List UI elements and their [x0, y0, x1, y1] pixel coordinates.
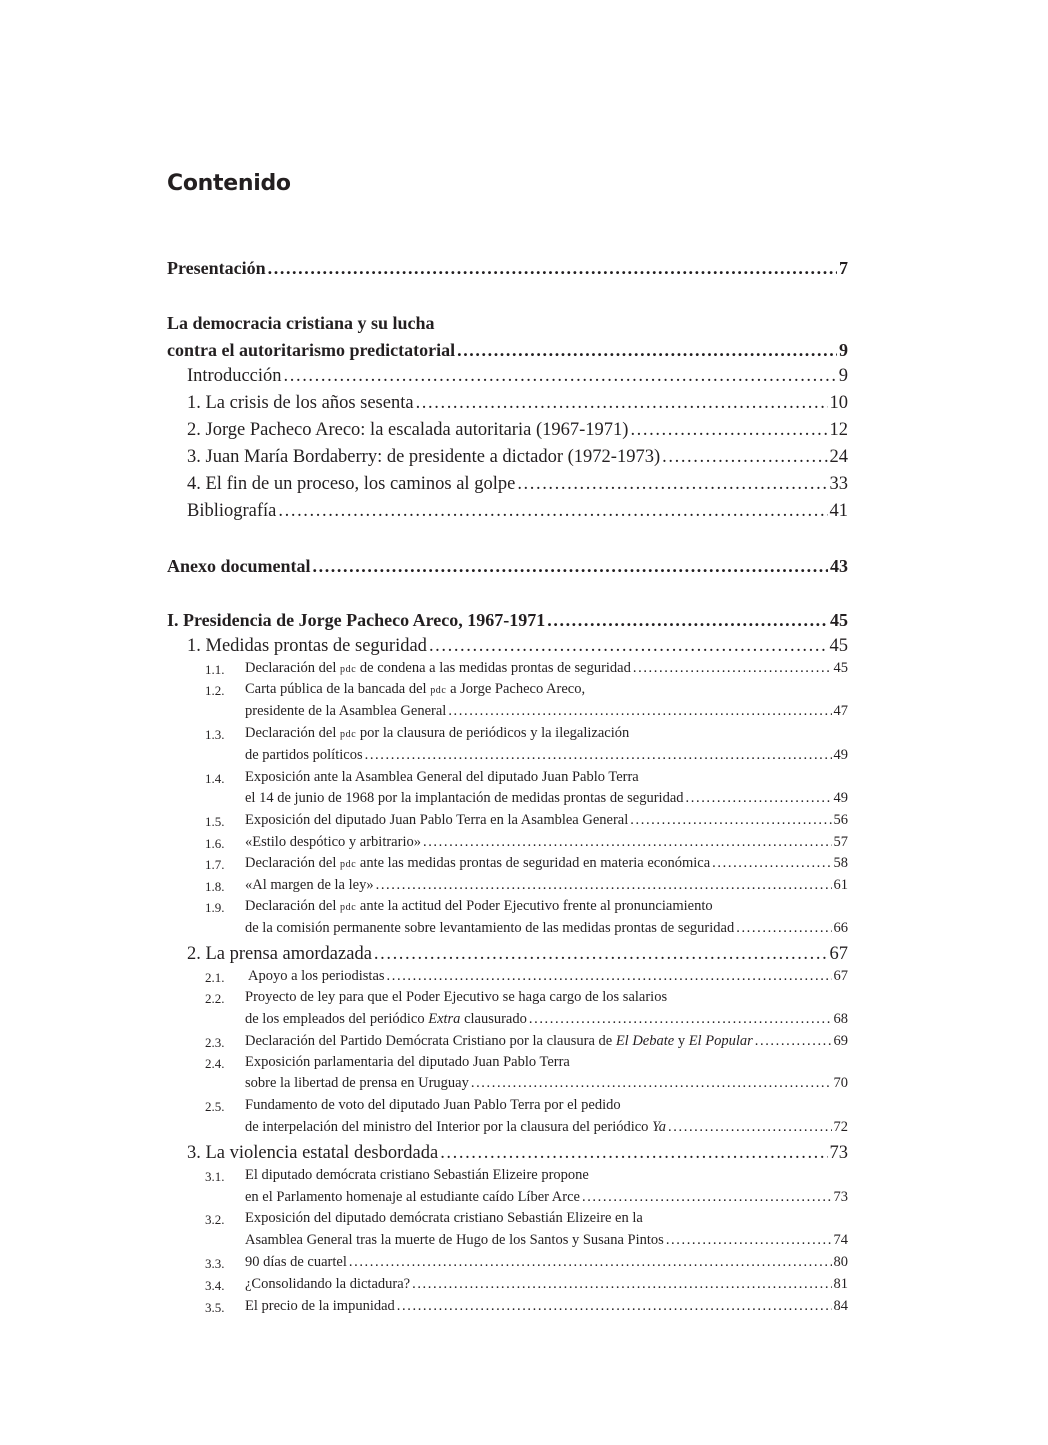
dot-leader — [547, 610, 828, 631]
toc-entry-bordaberry — [187, 447, 848, 468]
toc-entry-number: 3.2. — [205, 1212, 225, 1227]
toc-entry-title: 1. Medidas prontas de seguridad — [187, 636, 427, 656]
toc-entry-number: 1.6. — [205, 836, 225, 851]
toc-entry-page: 12 — [829, 420, 848, 440]
toc-entry-presentacion — [167, 258, 848, 279]
toc-entry-page: 47 — [833, 703, 848, 719]
toc-entry-page: 68 — [833, 1011, 848, 1027]
toc-entry-number: 2.2. — [205, 991, 225, 1006]
toc-entry-title: 3. Juan María Bordaberry: de presidente a dictador (1972-1973) — [187, 447, 661, 467]
toc-entry-title: 3. La violencia estatal desbordada — [187, 1143, 439, 1163]
dot-leader — [268, 258, 837, 279]
toc-entry-number: 1.5. — [205, 814, 225, 829]
toc-entry-title: de los empleados del periódico Extra clausurado — [245, 1011, 527, 1027]
dot-leader — [630, 420, 827, 441]
dot-leader — [416, 393, 828, 414]
toc-entry-pacheco — [187, 420, 848, 441]
dot-leader — [686, 790, 832, 807]
toc-entry-title: Exposición del diputado Juan Pablo Terra en la Asamblea General — [245, 812, 629, 828]
toc-entry-number: 3.3. — [205, 1256, 225, 1271]
toc-entry-title: Apoyo a los periodistas — [248, 968, 385, 984]
toc-chapter-2 — [187, 944, 848, 965]
dot-leader — [666, 1232, 832, 1249]
toc-entry-page: 80 — [833, 1254, 848, 1270]
toc-entry-page: 70 — [833, 1075, 848, 1091]
toc-entry-title: de la comisión permanente sobre levantamiento de las medidas prontas de seguridad — [245, 920, 735, 936]
dot-leader — [633, 660, 832, 677]
toc-entry-page: 49 — [833, 747, 848, 763]
toc-entry-2-1 — [248, 968, 848, 985]
dot-leader — [457, 340, 837, 361]
dot-leader — [397, 1298, 832, 1315]
toc-entry-number: 2.3. — [205, 1035, 225, 1050]
toc-entry-number: 3.5. — [205, 1300, 225, 1315]
toc-entry-number: 3.4. — [205, 1278, 225, 1293]
toc-entry-number: 1.4. — [205, 771, 225, 786]
toc-entry-1-8 — [245, 877, 848, 894]
toc-entry-1-3 — [245, 747, 848, 764]
toc-entry-1-5 — [245, 812, 848, 829]
toc-entry-introduccion — [187, 366, 848, 387]
toc-entry-page: 61 — [833, 877, 848, 893]
dot-leader — [284, 366, 837, 387]
toc-entry-title: contra el autoritarismo predictatorial — [167, 340, 456, 360]
toc-entry-page: 72 — [833, 1119, 848, 1135]
toc-entry-number: 1.8. — [205, 879, 225, 894]
dot-leader — [736, 920, 831, 937]
toc-entry-title: 1. La crisis de los años sesenta — [187, 393, 414, 413]
toc-entry-3-1 — [245, 1189, 848, 1206]
dot-leader — [429, 636, 828, 657]
pdc-abbrev: pdc — [340, 664, 357, 675]
toc-entry-1-9 — [245, 920, 848, 937]
toc-entry-title: Bibliografía — [187, 501, 277, 521]
toc-entry-title: ¿Consolidando la dictadura? — [245, 1276, 411, 1292]
pdc-abbrev: pdc — [430, 685, 447, 696]
toc-entry-number: 1.3. — [205, 727, 225, 742]
toc-entry-1-4 — [245, 790, 848, 807]
toc-entry-1-3-line1: Declaración del pdc por la clausura de periódicos y la ilegalización — [245, 725, 630, 741]
toc-entry-3-3 — [245, 1254, 848, 1271]
toc-entry-page: 73 — [829, 1143, 848, 1163]
toc-entry-page: 67 — [833, 968, 848, 984]
toc-entry-title: Anexo documental — [167, 556, 311, 576]
toc-entry-title: Declaración del Partido Demócrata Cristiano por la clausura de El Debate y El Popular — [245, 1033, 753, 1049]
toc-entry-page: 66 — [833, 920, 848, 936]
toc-entry-title: el 14 de junio de 1968 por la implantación de medidas prontas de seguridad — [245, 790, 684, 806]
toc-entry-page: 33 — [829, 474, 848, 494]
dot-leader — [440, 1143, 827, 1164]
toc-entry-2-4 — [245, 1075, 848, 1092]
toc-entry-title: «Al margen de la ley» — [245, 877, 374, 893]
toc-entry-title: Asamblea General tras la muerte de Hugo de los Santos y Susana Pintos — [245, 1232, 664, 1248]
toc-entry-page: 24 — [829, 447, 848, 467]
toc-entry-fin-proceso — [187, 474, 848, 495]
toc-entry-page: 81 — [833, 1276, 848, 1292]
toc-entry-page: 67 — [829, 944, 848, 964]
dot-leader — [313, 556, 829, 577]
toc-entry-1-2 — [245, 703, 848, 720]
toc-entry-page: 9 — [839, 340, 848, 360]
toc-entry-3-2 — [245, 1232, 848, 1249]
toc-entry-page: 58 — [833, 855, 848, 871]
toc-entry-page: 45 — [829, 636, 848, 656]
toc-entry-1-9-line1: Declaración del pdc ante la actitud del Poder Ejecutivo frente al pronunciamiento — [245, 898, 713, 914]
toc-entry-page: 56 — [833, 812, 848, 828]
toc-entry-number: 1.7. — [205, 857, 225, 872]
toc-entry-number: 1.9. — [205, 900, 225, 915]
toc-entry-number: 1.2. — [205, 683, 225, 698]
toc-entry-part1 — [167, 340, 848, 361]
dot-leader — [630, 812, 831, 829]
toc-entry-1-2-line1: Carta pública de la bancada del pdc a Jorge Pacheco Areco, — [245, 681, 586, 697]
toc-entry-section-i — [167, 610, 848, 631]
toc-chapter-3 — [187, 1143, 848, 1164]
toc-entry-3-1-line1: El diputado demócrata cristiano Sebastián Elizeire propone — [245, 1167, 589, 1183]
toc-entry-bibliografia — [187, 501, 848, 522]
dot-leader — [376, 877, 832, 894]
toc-entry-page: 41 — [829, 501, 848, 521]
dot-leader — [423, 834, 832, 851]
toc-entry-3-2-line1: Exposición del diputado demócrata cristiano Sebastián Elizeire en la — [245, 1210, 643, 1226]
dot-leader — [448, 703, 831, 720]
dot-leader — [365, 747, 832, 764]
toc-entry-number: 1.1. — [205, 662, 225, 677]
toc-entry-2-5 — [245, 1119, 848, 1136]
toc-entry-page: 45 — [833, 660, 848, 676]
dot-leader — [662, 447, 827, 468]
toc-entry-page: 7 — [839, 258, 848, 278]
dot-leader — [349, 1254, 832, 1271]
toc-entry-title: de interpelación del ministro del Interior por la clausura del periódico Ya — [245, 1119, 667, 1135]
toc-entry-2-3 — [245, 1033, 848, 1050]
toc-entry-anexo — [167, 556, 848, 577]
dot-leader — [412, 1276, 831, 1293]
dot-leader — [278, 501, 827, 522]
toc-entry-page: 84 — [833, 1298, 848, 1314]
toc-entry-title: 2. Jorge Pacheco Areco: la escalada autoritaria (1967-1971) — [187, 420, 629, 440]
toc-entry-page: 43 — [830, 556, 848, 576]
dot-leader — [387, 968, 832, 985]
toc-entry-2-2-line1: Proyecto de ley para que el Poder Ejecutivo se haga cargo de los salarios — [245, 989, 668, 1005]
toc-entry-1-4-line1: Exposición ante la Asamblea General del diputado Juan Pablo Terra — [245, 769, 639, 785]
toc-entry-page: 69 — [833, 1033, 848, 1049]
toc-entry-title: Declaración del pdc ante las medidas prontas de seguridad en materia económica — [245, 855, 711, 871]
toc-entry-title: I. Presidencia de Jorge Pacheco Areco, 1967-1971 — [167, 610, 546, 630]
toc-entry-title: «Estilo despótico y arbitrario» — [245, 834, 421, 850]
toc-entry-title: de partidos políticos — [245, 747, 363, 763]
toc-entry-2-5-line1: Fundamento de voto del diputado Juan Pablo Terra por el pedido — [245, 1097, 621, 1113]
toc-entry-page: 73 — [833, 1189, 848, 1205]
toc-entry-title: Declaración del pdc de condena a las medidas prontas de seguridad — [245, 660, 631, 676]
toc-chapter-1 — [187, 636, 848, 657]
pdc-abbrev: pdc — [340, 859, 357, 870]
toc-entry-3-4 — [245, 1276, 848, 1293]
dot-leader — [668, 1119, 831, 1136]
toc-entry-number: 3.1. — [205, 1169, 225, 1184]
toc-entry-page: 45 — [830, 610, 848, 630]
toc-entry-1-7 — [245, 855, 848, 872]
page-title: Contenido — [167, 171, 291, 196]
toc-entry-title: Presentación — [167, 258, 266, 278]
toc-entry-page: 57 — [833, 834, 848, 850]
toc-part-title-line1: La democracia cristiana y su lucha — [167, 313, 435, 333]
toc-entry-title: en el Parlamento homenaje al estudiante caído Líber Arce — [245, 1189, 580, 1205]
toc-entry-title: El precio de la impunidad — [245, 1298, 395, 1314]
dot-leader — [755, 1033, 832, 1050]
dot-leader — [529, 1011, 832, 1028]
toc-entry-page: 9 — [838, 366, 848, 386]
toc-entry-title: sobre la libertad de prensa en Uruguay — [245, 1075, 469, 1091]
dot-leader — [517, 474, 827, 495]
toc-entry-1-1 — [245, 660, 848, 677]
toc-entry-2-4-line1: Exposición parlamentaria del diputado Juan Pablo Terra — [245, 1054, 570, 1070]
pdc-abbrev: pdc — [340, 729, 357, 740]
dot-leader — [582, 1189, 832, 1206]
toc-entry-3-5 — [245, 1298, 848, 1315]
toc-entry-crisis — [187, 393, 848, 414]
toc-entry-title: presidente de la Asamblea General — [245, 703, 447, 719]
pdc-abbrev: pdc — [340, 902, 357, 913]
toc-entry-2-2 — [245, 1011, 848, 1028]
toc-entry-title: 2. La prensa amordazada — [187, 944, 372, 964]
toc-entry-title: Introducción — [187, 366, 282, 386]
dot-leader — [471, 1075, 832, 1092]
dot-leader — [712, 855, 831, 872]
toc-entry-number: 2.4. — [205, 1056, 225, 1071]
toc-entry-page: 49 — [833, 790, 848, 806]
toc-entry-number: 2.1. — [205, 970, 225, 985]
toc-entry-title: 90 días de cuartel — [245, 1254, 347, 1270]
toc-entry-number: 2.5. — [205, 1099, 225, 1114]
toc-entry-title: 4. El fin de un proceso, los caminos al golpe — [187, 474, 516, 494]
toc-entry-1-6 — [245, 834, 848, 851]
toc-entry-page: 10 — [829, 393, 848, 413]
toc-entry-page: 74 — [833, 1232, 848, 1248]
dot-leader — [374, 944, 828, 965]
